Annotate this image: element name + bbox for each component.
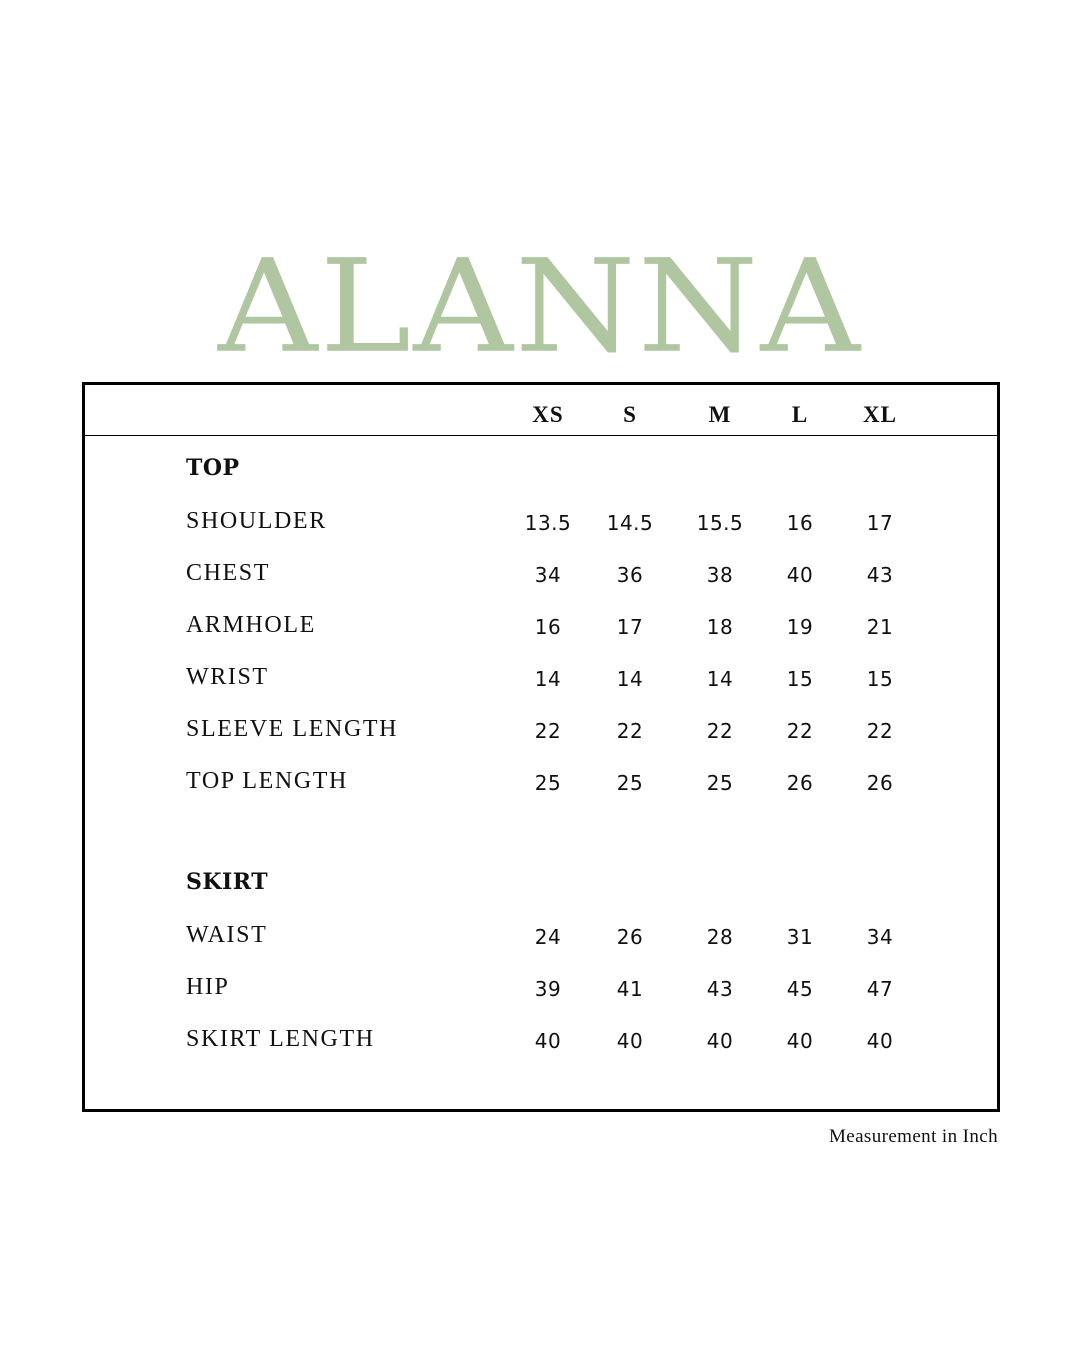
measurement-value: 45 (786, 977, 814, 1001)
measurement-value: 13.5 (524, 511, 572, 535)
measurement-value: 31 (786, 925, 814, 949)
measurement-value: 14.5 (606, 511, 654, 535)
measurement-value: 24 (534, 925, 562, 949)
measurement-value: 21 (866, 615, 894, 639)
measurement-value: 38 (706, 563, 734, 587)
measurement-value: 17 (866, 511, 894, 535)
measurement-value: 15 (786, 667, 814, 691)
measurement-label: TOP LENGTH (186, 768, 348, 794)
measurement-label: SKIRT LENGTH (186, 1026, 375, 1052)
size-chart-table (82, 382, 1000, 1112)
measurement-value: 25 (534, 771, 562, 795)
measurement-value: 16 (786, 511, 814, 535)
measurement-value: 14 (706, 667, 734, 691)
measurement-value: 40 (786, 1029, 814, 1053)
measurement-value: 40 (706, 1029, 734, 1053)
measurement-value: 40 (786, 563, 814, 587)
measurement-value: 41 (616, 977, 644, 1001)
measurement-value: 22 (866, 719, 894, 743)
measurement-value: 14 (534, 667, 562, 691)
measurement-value: 15.5 (696, 511, 744, 535)
measurement-value: 40 (534, 1029, 562, 1053)
measurement-label: HIP (186, 974, 230, 1000)
measurement-label: CHEST (186, 560, 271, 586)
measurement-value: 40 (866, 1029, 894, 1053)
measurement-value: 28 (706, 925, 734, 949)
measurement-value: 22 (616, 719, 644, 743)
measurement-value: 40 (616, 1029, 644, 1053)
measurement-label: SLEEVE LENGTH (186, 716, 399, 742)
measurement-value: 47 (866, 977, 894, 1001)
measurement-value: 39 (534, 977, 562, 1001)
measurement-value: 18 (706, 615, 734, 639)
measurement-value: 26 (866, 771, 894, 795)
measurement-value: 22 (786, 719, 814, 743)
section-title: SKIRT (186, 869, 269, 895)
measurement-label: ARMHOLE (186, 612, 316, 638)
size-header-m: M (708, 402, 732, 427)
section-title: TOP (186, 455, 240, 481)
size-header-xs: XS (532, 402, 564, 427)
size-header-l: L (791, 402, 809, 427)
measurement-label: WAIST (186, 922, 268, 948)
measurement-value: 43 (706, 977, 734, 1001)
measurement-value: 22 (706, 719, 734, 743)
measurement-value: 34 (866, 925, 894, 949)
measurement-value: 25 (616, 771, 644, 795)
measurement-value: 25 (706, 771, 734, 795)
measurement-value: 22 (534, 719, 562, 743)
header-divider (85, 435, 997, 436)
measurement-value: 34 (534, 563, 562, 587)
measurement-value: 16 (534, 615, 562, 639)
measurement-label: WRIST (186, 664, 269, 690)
measurement-value: 26 (786, 771, 814, 795)
measurement-value: 26 (616, 925, 644, 949)
measurement-label: SHOULDER (186, 508, 327, 534)
measurement-value: 19 (786, 615, 814, 639)
measurement-value: 15 (866, 667, 894, 691)
measurement-value: 17 (616, 615, 644, 639)
size-header-xl: XL (863, 402, 897, 427)
measurement-value: 43 (866, 563, 894, 587)
measurement-unit-note: Measurement in Inch (828, 1126, 998, 1147)
measurement-value: 36 (616, 563, 644, 587)
size-header-s: S (623, 402, 637, 427)
measurement-value: 14 (616, 667, 644, 691)
brand-title: ALANNA (217, 231, 863, 382)
